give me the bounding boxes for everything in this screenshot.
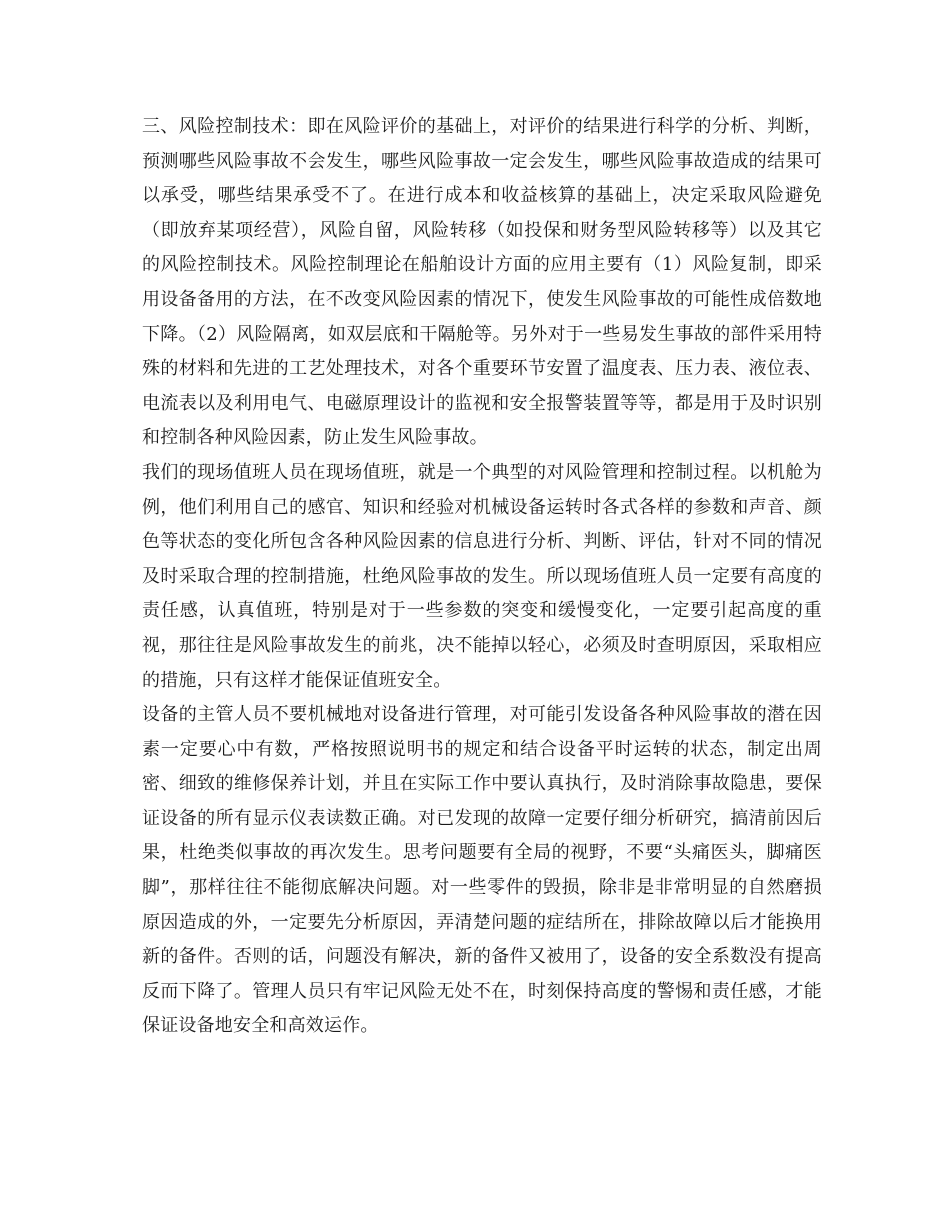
paragraph-risk-control-techniques: 三、风险控制技术：即在风险评价的基础上，对评价的结果进行科学的分析、判断，预测哪些风险事故不会发生，哪些风险事故一定会发生，哪些风险事故造成的结果可以承受，哪些结果承受不了。在进行成本和收益核算的基础上，决定采取风险避免（即放弃某项经营），风险自留，风险转移（如投保和财务型风险转移等）以及其它的风险控制技术。风险控制理论在船舶设计方面的应用主要有（1）风险复制，即采用设备备用的方法，在不改变风险因素的情况下，使发生风险事故的可能性成倍数地下降。（2）风险隔离，如双层底和干隔舱等。另外对于一些易发生事故的部件采用特殊的材料和先进的工艺处理技术，对各个重要环节安置了温度表、压力表、液位表、电流表以及利用电气、电磁原理设计的监视和安全报警装置等等，都是用于及时识别和控制各种风险因素，防止发生风险事故。 (142, 116, 822, 449)
paragraph-onsite-watch-duty: 我们的现场值班人员在现场值班，就是一个典型的对风险管理和控制过程。以机舱为例，他们利用自己的感官、知识和经验对机械设备运转时各式各样的参数和声音、颜色等状态的变化所包含各种风险因素的信息进行分析、判断、评估，针对不同的情况及时采取合理的控制措施，杜绝风险事故的发生。所以现场值班人员一定要有高度的责任感，认真值班，特别是对于一些参数的突变和缓慢变化，一定要引起高度的重视，那往往是风险事故发生的前兆，决不能掉以轻心，必须及时查明原因，采取相应的措施，只有这样才能保证值班安全。 (142, 461, 822, 691)
document-body (142, 110, 822, 1044)
paragraph-equipment-management: 设备的主管人员不要机械地对设备进行管理，对可能引发设备各种风险事故的潜在因素一定要心中有数，严格按照说明书的规定和结合设备平时运转的状态，制定出周密、细致的维修保养计划，并且在实际工作中要认真执行，及时消除事故隐患，要保证设备的所有显示仪表读数正确。对已发现的故障一定要仔细分析研究，搞清前因后果，杜绝类似事故的再次发生。思考问题要有全局的视野，不要“头痛医头，脚痛医脚”，那样往往不能彻底解决问题。对一些零件的毁损，除非是非常明显的自然磨损原因造成的外，一定要先分析原因，弄清楚问题的症结所在，排除故障以后才能换用新的备件。否则的话，问题没有解决，新的备件又被用了，设备的安全系数没有提高反而下降了。管理人员只有牢记风险无处不在，时刻保持高度的警惕和责任感，才能保证设备地安全和高效运作。 (142, 704, 822, 1037)
